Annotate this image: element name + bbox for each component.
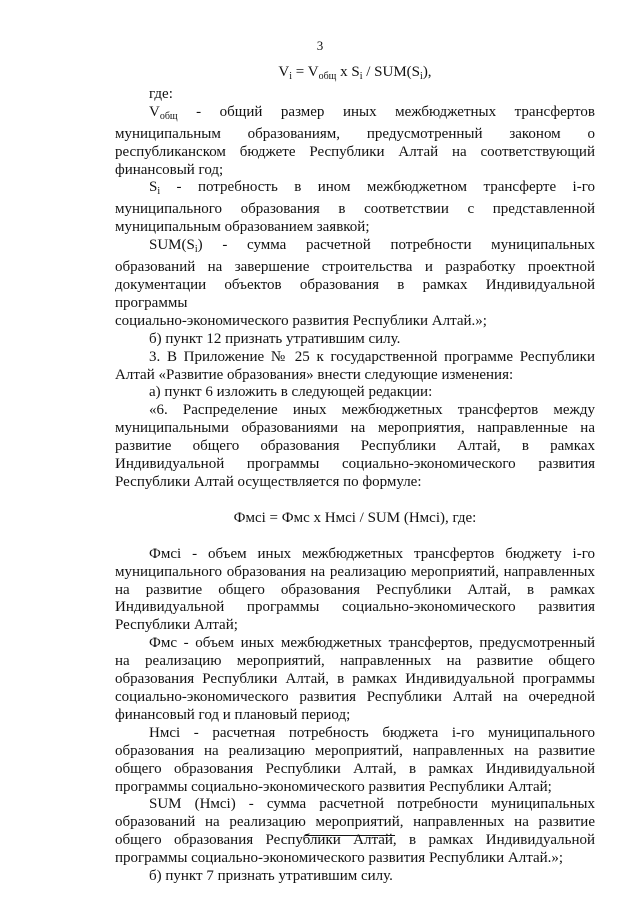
document-body [115,64,595,886]
text-line: где: [149,85,173,102]
page-number: 3 [316,38,324,53]
text-line: общего образования Республики Алтай, в рамках Индивидуальной [115,832,595,849]
text-line: муниципального образования в соответствии с представленной [115,201,595,218]
text-line: программы социально-экономического развития Республики Алтай.»; [115,850,564,867]
text-line: образования Республики Алтай, в рамках Индивидуальной программы [115,671,595,688]
text-line: муниципальным образованием заявкой; [115,219,370,236]
text-line: муниципальными образованиями на мероприятия, направленные на [115,420,595,437]
text-line: социально-экономического развития Республики Алтай на очередной [115,689,595,705]
formula-vi: $V_i = V_{общ}$ x $S_i / SUM(S_i)$, [278,64,432,82]
text-line: социально-экономического развития Республики Алтай.»; [115,312,487,329]
text-line: Фмс - объем иных межбюджетных трансфертов, предусмотренный [149,635,595,652]
text-line: на реализацию мероприятий, направленных на развитие общего [115,653,595,670]
text-line: образований на реализацию мероприятий, направленных на развитие [115,814,595,831]
text-line: б) пункт 7 признать утратившим силу. [149,868,393,885]
formula-fmsi: Фмсi = Фмс x Нмсi / SUM (Нмсi), где: [233,509,477,526]
text-line: $V_{общ}$ - общий размер иных межбюджетных трансфертов [149,103,595,122]
text-line: SUM (Нмсi) - сумма расчетной потребности муниципальных [149,796,595,813]
text-line: муниципального образования на реализацию мероприятий, направленных [115,563,595,580]
text-line: программы социально-экономического развития Республики Алтай; [115,778,552,795]
text-line: на развитие общего образования Республики Алтай, в рамках [115,581,595,598]
text-line: Республики Алтай осуществляется по формуле: [115,473,422,490]
text-line: Индивидуальной программы социально-экономического развития [115,599,595,616]
text-line: б) пункт 12 признать утратившим силу. [149,330,401,347]
text-line: $S_i$ - потребность в ином межбюджетном трансферте i-го [149,179,595,198]
text-line: образований на завершение строительства и разработку проектной [115,259,595,276]
text-line: финансовый год и плановый период; [115,706,351,723]
closing-rule [305,835,395,836]
text-line: образования на реализацию мероприятий, направленных на развитие [115,742,595,759]
text-line: а) пункт 6 изложить в следующей редакции: [149,384,433,401]
text-line: Индивидуальной программы социально-экономического развития [115,456,595,473]
text-line: республиканском бюджете Республики Алтай на соответствующий [115,143,595,160]
text-line: развитие общего образования Республики Алтай, в рамках [115,438,595,455]
text-line: Нмсi - расчетная потребность бюджета i-го муниципального [149,724,595,741]
text-line: финансовый год; [115,161,224,178]
text-line: документации объектов образования в рамках Индивидуальной программы [115,276,595,311]
text-line: общего образования Республики Алтай, в рамках Индивидуальной [115,760,595,777]
text-line: Республики Алтай; [115,617,238,634]
text-line: муниципальным образованиям, предусмотренный законом о [115,125,595,142]
text-line: Алтай «Развитие образования» внести следующие изменения: [115,366,514,383]
text-line: «6. Распределение иных межбюджетных трансфертов между [149,402,595,419]
text-line: 3. В Приложение № 25 к государственной программе Республики [149,348,595,365]
text-line: Фмсi - объем иных межбюджетных трансфертов бюджету i-го [149,545,595,562]
text-line: $SUM(S_i)$ - сумма расчетной потребности муниципальных [149,237,595,256]
